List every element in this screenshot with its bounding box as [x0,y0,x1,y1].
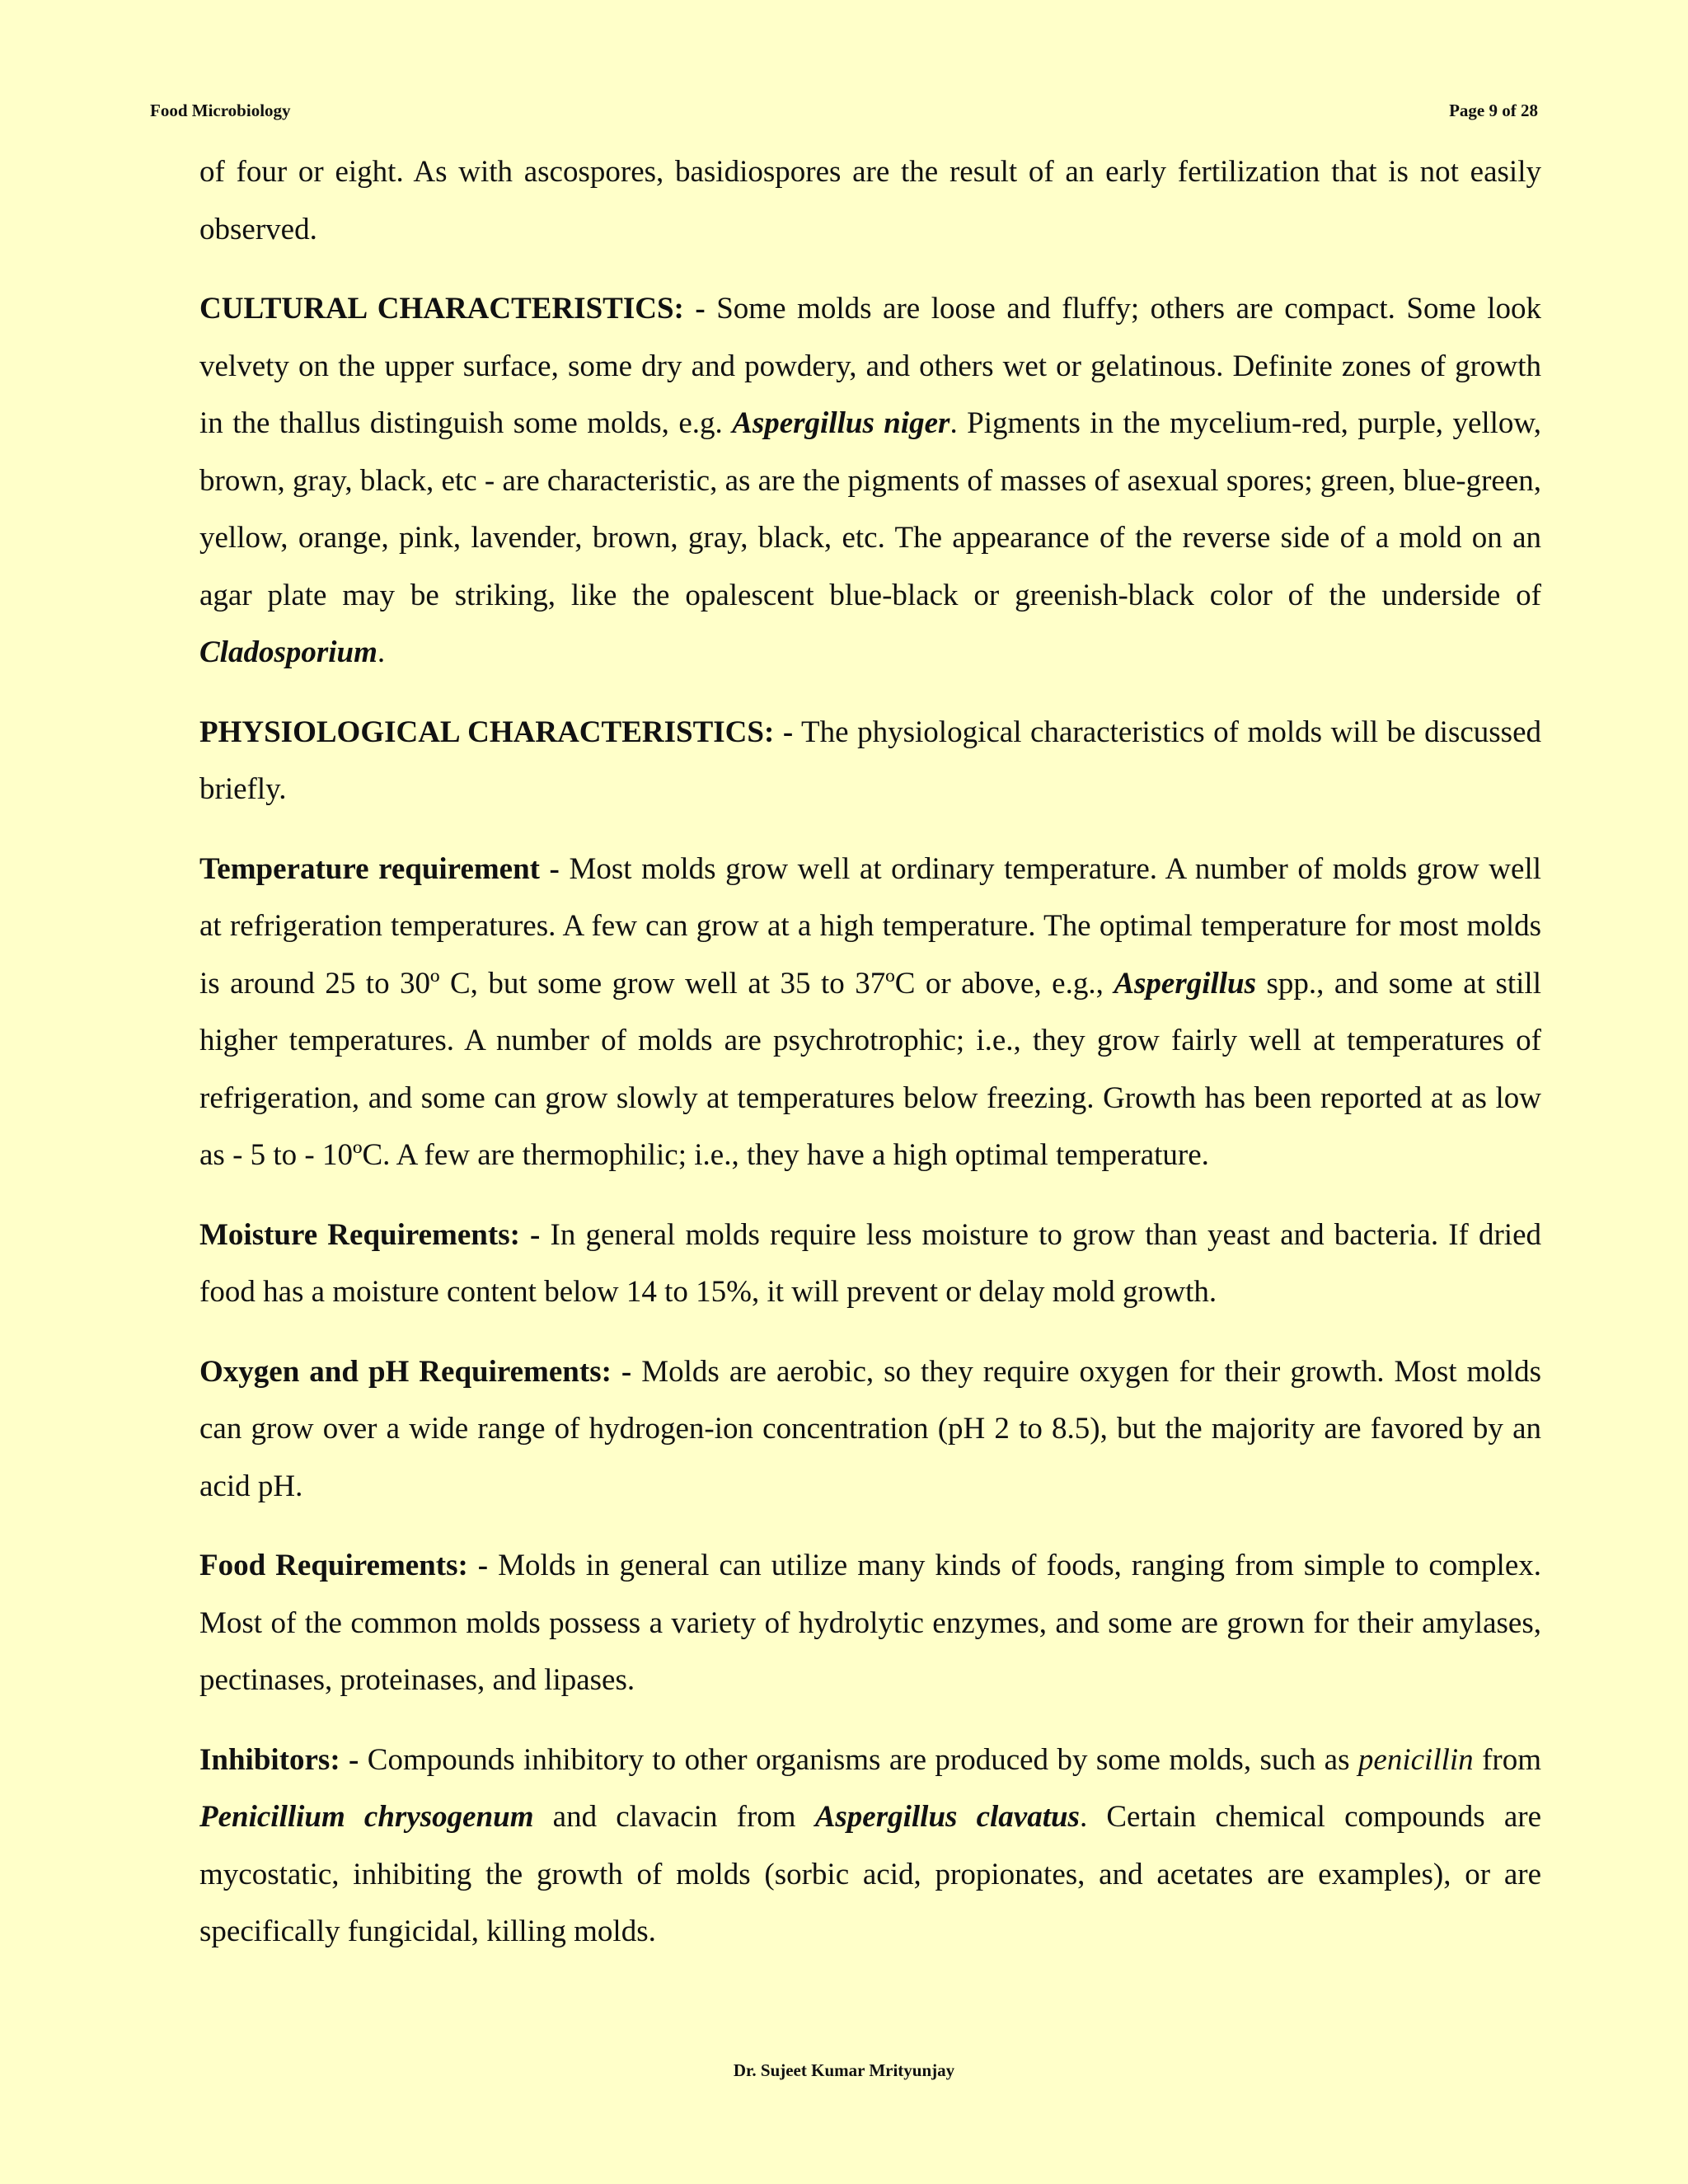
species-name: Aspergillus [1114,966,1257,1001]
section-heading: CULTURAL CHARACTERISTICS: - [199,292,706,326]
paragraph-text: Molds are aerobic, so they require oxygen for their growth. Most molds can grow over a wide range of hydrogen-ion concentration (pH 2 to 8.5), but the majority are favored by an acid pH. [199,1354,1541,1503]
section-heading: Inhibitors: - [199,1742,359,1777]
species-name: Aspergillus clavatus [814,1800,1080,1834]
document-title: Food Microbiology [150,101,291,120]
paragraph-cultural-characteristics [199,280,1541,682]
paragraph-text: Compounds inhibitory to other organisms are produced by some molds, such as [359,1742,1358,1777]
page-of: of [1498,101,1521,120]
section-heading: Food Requirements: - [199,1549,489,1582]
section-heading: Temperature requirement - [199,851,560,886]
section-heading: Moisture Requirements: - [199,1217,541,1252]
paragraph-text: . [377,635,386,669]
paragraph-physiological-characteristics [199,704,1541,818]
species-name: Penicillium chrysogenum [199,1800,534,1834]
paragraph-text: . Pigments in the mycelium-red, purple, yellow, brown, gray, black, etc - are characteristic, as are the pigments of masses of asexual spores; green, blue-green, yellow, orange, pink, lavender, brown, gray, black, etc. The appearance of the reverse side of a mold on an agar plate may be striking, like the opalescent blue-black or greenish-black color of the underside of [199,406,1541,612]
paragraph-text: Some molds are loose and fluffy; others are compact. Some look velvety on the upper surface, some dry and powdery, and others wet or gelatinous. Definite zones of growth in the thallus distinguish some molds, e.g. [199,292,1541,440]
paragraph-text: . Certain chemical compounds are mycostatic, inhibiting the growth of molds (sorbic acid, propionates, and acetates are examples), or are specifically fungicidal, killing molds. [199,1800,1541,1948]
paragraph-text: The physiological characteristics of molds will be discussed briefly. [199,715,1541,806]
paragraph-text: of four or eight. As with ascospores, basidiospores are the result of an early fertilization that is not easily observed. [199,155,1541,246]
paragraph-text: Most molds grow well at ordinary temperature. A number of molds grow well at refrigeration temperatures. A few can grow at a high temperature. The optimal temperature for most molds is around 25 to 30º C, but some grow well at 35 to 37ºC or above, e.g., [199,851,1541,1001]
page-number: 9 [1489,101,1498,120]
page-indicator [1449,101,1538,120]
paragraph-text: In general molds require less moisture to grow than yeast and bacteria. If dried food has a moisture content below 14 to 15%, it will prevent or delay mold growth. [199,1217,1541,1309]
paragraph-text: and clavacin from [533,1800,815,1834]
species-name: Cladosporium [199,635,377,669]
section-heading: PHYSIOLOGICAL CHARACTERISTICS: - [199,715,794,749]
paragraph-food-requirements [199,1537,1541,1709]
page-body [199,143,1541,1983]
section-heading: Oxygen and pH Requirements: - [199,1354,632,1389]
species-name: Aspergillus niger [732,406,950,440]
paragraph-moisture-requirements [199,1207,1541,1321]
compound-name: penicillin [1357,1742,1474,1777]
author-name: Dr. Sujeet Kumar Mrityunjay [733,2060,955,2080]
paragraph-oxygen-ph-requirements [199,1343,1541,1516]
paragraph-temperature-requirement [199,841,1541,1184]
page-prefix: Page [1449,101,1489,120]
page-footer [0,2060,1688,2080]
paragraph-text: spp., and some at still higher temperatures. A number of molds are psychrotrophic; i.e., they grow fairly well at temperatures of refrigeration, and some can grow slowly at temperatures below freezing. Growth has been reported at as low as - 5 to - 10ºC. A few are thermophilic; i.e., they have a high optimal temperature. [199,966,1541,1172]
paragraph-continuation [199,143,1541,258]
page-total: 28 [1521,101,1538,120]
paragraph-text: from [1473,1742,1541,1777]
paragraph-text: Molds in general can utilize many kinds of foods, ranging from simple to complex. Most of the common molds possess a variety of hydrolytic enzymes, and some are grown for their amylases, pectinases, proteinases, and lipases. [199,1549,1541,1697]
paragraph-inhibitors [199,1732,1541,1961]
